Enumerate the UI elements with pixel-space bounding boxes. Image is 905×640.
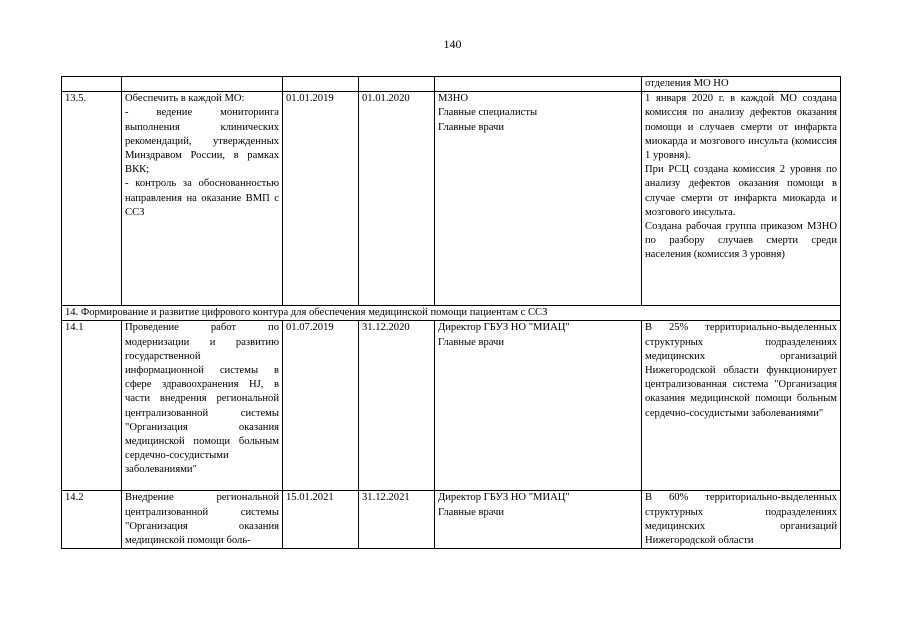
responsible-cell: МЗНО Главные специалисты Главные врачи <box>435 92 642 306</box>
start-date-cell: 01.07.2019 <box>283 321 359 491</box>
section-header-row-14 <box>62 306 841 321</box>
table-row-13-5 <box>62 92 841 306</box>
table-row-carry-over <box>62 77 841 92</box>
start-date-cell: 01.01.2019 <box>283 92 359 306</box>
result-cell: 1 января 2020 г. в каждой МО создана комиссия по анализу дефектов оказания помощи и случаев смерти от инфаркта миокарда и мозгового инсульта (комиссия 1 уровня). При РСЦ создана комиссия 2 уровня по анализу дефектов оказания помощи в случае смерти от инфаркта миокарда и мозгового инсульта. Создана рабочая группа приказом МЗНО по разбору случаев смерти среди населения (комиссия 3 уровня) <box>642 92 841 306</box>
end-date-cell <box>359 77 435 92</box>
num-cell: 14.1 <box>62 321 122 491</box>
num-cell: 13.5. <box>62 92 122 306</box>
plan-table <box>61 76 841 549</box>
responsible-cell: Директор ГБУЗ НО "МИАЦ" Главные врачи <box>435 321 642 491</box>
end-date-cell: 31.12.2020 <box>359 321 435 491</box>
action-cell: Обеспечить в каждой МО: - ведение мониторинга выполнения клинических рекомендаций, утвержденных Минздравом России, в рамках ВКК; - контроль за обоснованностью направления на оказание ВМП с ССЗ <box>122 92 283 306</box>
start-date-cell <box>283 77 359 92</box>
result-cell: В 60% территориально-выделенных структурных подразделениях медицинских организаций Нижегородской области <box>642 491 841 549</box>
action-cell <box>122 77 283 92</box>
end-date-cell: 31.12.2021 <box>359 491 435 549</box>
table-row-14-1 <box>62 321 841 491</box>
num-cell: 14.2 <box>62 491 122 549</box>
responsible-cell <box>435 77 642 92</box>
responsible-cell: Директор ГБУЗ НО "МИАЦ" Главные врачи <box>435 491 642 549</box>
result-cell: В 25% территориально-выделенных структурных подразделениях медицинских организаций Нижегородской области функционирует централизованная система "Организация оказания медицинской помощи больным сердечно-сосудистыми заболеваниями" <box>642 321 841 491</box>
result-cell: отделения МО НО <box>642 77 841 92</box>
end-date-cell: 01.01.2020 <box>359 92 435 306</box>
table-row-14-2 <box>62 491 841 549</box>
page-number: 140 <box>443 37 462 51</box>
action-cell: Проведение работ по модернизации и развитию государственной информационной системы в сфере здравоохранения НЈ, в части внедрения региональной централизованной системы "Организация оказания медицинской помощи больным сердечно-сосудистыми заболеваниями" <box>122 321 283 491</box>
action-cell: Внедрение региональной централизованной системы "Организация оказания медицинской помощи боль- <box>122 491 283 549</box>
section-title: 14. Формирование и развитие цифрового контура для обеспечения медицинской помощи пациентам с ССЗ <box>62 306 841 321</box>
start-date-cell: 15.01.2021 <box>283 491 359 549</box>
num-cell <box>62 77 122 92</box>
